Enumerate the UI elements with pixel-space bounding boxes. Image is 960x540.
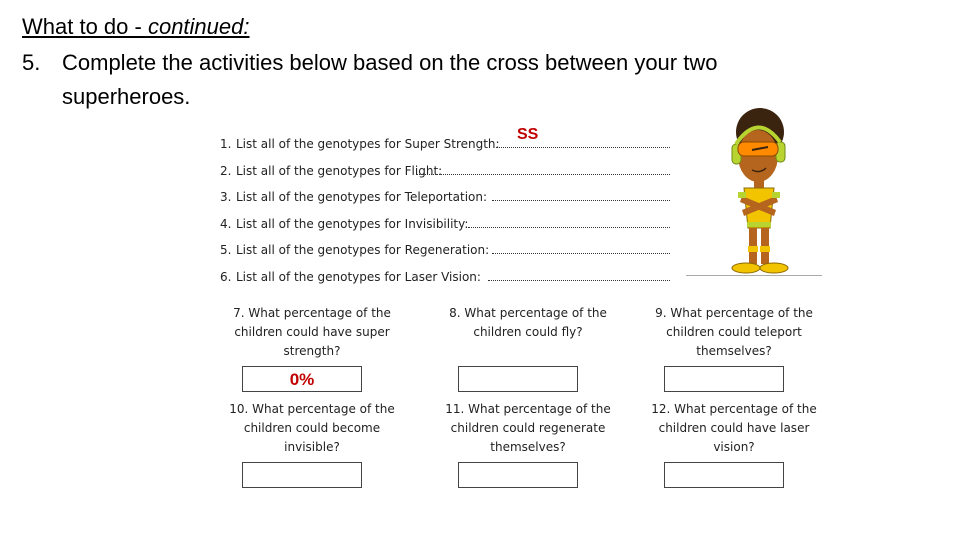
question-number: 2.	[220, 163, 232, 178]
genotype-question	[220, 267, 680, 294]
question-line: 8. What percentage of the	[449, 306, 607, 320]
answer-line[interactable]	[468, 227, 670, 228]
genotype-question-list	[220, 126, 680, 293]
percentage-question	[222, 304, 402, 389]
percentage-question	[644, 400, 824, 457]
step-text: Complete the activities below based on the cross between your two superheroes.	[62, 50, 718, 109]
question-text: List all of the genotypes for Regeneration:	[236, 243, 490, 257]
step-number: 5.	[22, 50, 41, 75]
page-heading	[22, 12, 249, 42]
question-line: children could fly?	[473, 325, 583, 339]
genotype-question	[220, 161, 680, 188]
question-number: 6.	[220, 269, 232, 284]
question-line: vision?	[713, 440, 755, 454]
answer-line[interactable]	[416, 174, 670, 175]
question-text: List all of the genotypes for Laser Vision:	[236, 269, 481, 284]
question-line: themselves?	[696, 344, 772, 358]
question-number: 3.	[220, 190, 232, 204]
percentage-answer-box[interactable]: 0%	[242, 366, 362, 392]
hero-shoe-left	[732, 263, 760, 273]
heading-text: What to do -	[22, 14, 148, 39]
genotype-question	[220, 214, 680, 241]
percentage-question	[438, 304, 618, 342]
answer-line[interactable]	[496, 147, 670, 148]
question-line: 7. What percentage of the	[233, 306, 391, 320]
question-number: 4.	[220, 216, 232, 231]
genotype-answer: SS	[517, 126, 539, 143]
superhero-illustration	[700, 104, 824, 280]
question-line: children could have super	[234, 325, 390, 339]
question-number: 1.	[220, 137, 232, 151]
percentage-question	[644, 304, 824, 361]
genotype-question	[220, 240, 680, 267]
question-line: strength?	[283, 344, 341, 358]
question-line: 10. What percentage of the	[229, 402, 395, 416]
hero-shoe-right	[760, 263, 788, 273]
question-line: themselves?	[490, 440, 566, 454]
question-line: invisible?	[284, 440, 340, 454]
question-line: children could become	[243, 421, 381, 435]
percentage-question	[222, 400, 402, 457]
percentage-question	[438, 400, 618, 457]
answer-line[interactable]	[492, 253, 670, 254]
genotype-question	[220, 187, 680, 214]
heading-italic-text: continued:	[147, 14, 250, 39]
question-text: List all of the genotypes for Invisibility:	[236, 216, 469, 231]
question-text: List all of the genotypes for Teleportation:	[236, 190, 488, 204]
answer-line[interactable]	[492, 200, 670, 201]
floor-line	[686, 275, 822, 276]
percentage-answer-box[interactable]	[458, 366, 578, 392]
question-line: children could regenerate	[450, 421, 606, 435]
question-line: 11. What percentage of the	[445, 402, 611, 416]
answer-line[interactable]	[488, 280, 670, 281]
percentage-answer-box[interactable]	[458, 462, 578, 488]
question-text: List all of the genotypes for Super Strength:	[236, 137, 500, 151]
percentage-answer-box[interactable]	[664, 462, 784, 488]
question-line: 9. What percentage of the	[655, 306, 813, 320]
question-number: 5.	[220, 243, 232, 257]
question-line: children could have laser	[658, 421, 810, 435]
question-line: children could teleport	[666, 325, 802, 339]
percentage-answer-box[interactable]	[664, 366, 784, 392]
question-text: List all of the genotypes for Flight:	[236, 163, 443, 178]
genotype-question	[220, 126, 680, 161]
question-line: 12. What percentage of the	[651, 402, 817, 416]
percentage-answer-box[interactable]	[242, 462, 362, 488]
